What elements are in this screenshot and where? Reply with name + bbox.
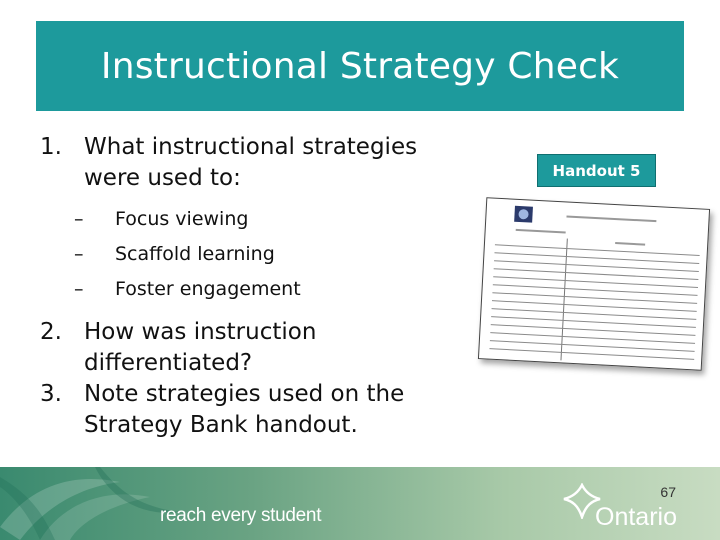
footer-leaf-decoration [0, 467, 360, 540]
page-number: 67 [660, 484, 676, 500]
sub-item [40, 237, 450, 272]
handout-thumbnail [478, 197, 710, 371]
title-bar [36, 21, 684, 111]
handout-badge: Handout 5 [537, 154, 656, 187]
question-1 [40, 132, 450, 194]
slide-title: Instructional Strategy Check [100, 45, 620, 87]
sub-item-text: Foster engagement [115, 278, 301, 300]
question-text-line: How was instruction [84, 319, 317, 345]
sub-item-text: Focus viewing [115, 208, 249, 230]
question-number: 3. [40, 381, 62, 407]
sub-list [40, 202, 450, 307]
question-text-line: What instructional strategies [84, 134, 418, 160]
handout-sketch [479, 198, 709, 369]
question-2 [40, 317, 450, 379]
question-text-line: differentiated? [84, 350, 253, 376]
dash-bullet: – [74, 243, 84, 265]
question-text-line: Strategy Bank handout. [84, 412, 358, 438]
question-text-line: Note strategies used on the [84, 381, 405, 407]
question-3 [40, 379, 450, 441]
question-number: 1. [40, 134, 62, 160]
dash-bullet: – [74, 208, 84, 230]
dash-bullet: – [74, 278, 84, 300]
sub-item [40, 272, 450, 307]
sub-item [40, 202, 450, 237]
tagline: reach every student [160, 505, 322, 526]
question-number: 2. [40, 319, 62, 345]
sub-item-text: Scaffold learning [115, 243, 275, 265]
ontario-logo-text: Ontario [595, 503, 677, 531]
content-area [40, 132, 450, 441]
footer [0, 467, 720, 540]
question-text-line: were used to: [84, 165, 241, 191]
